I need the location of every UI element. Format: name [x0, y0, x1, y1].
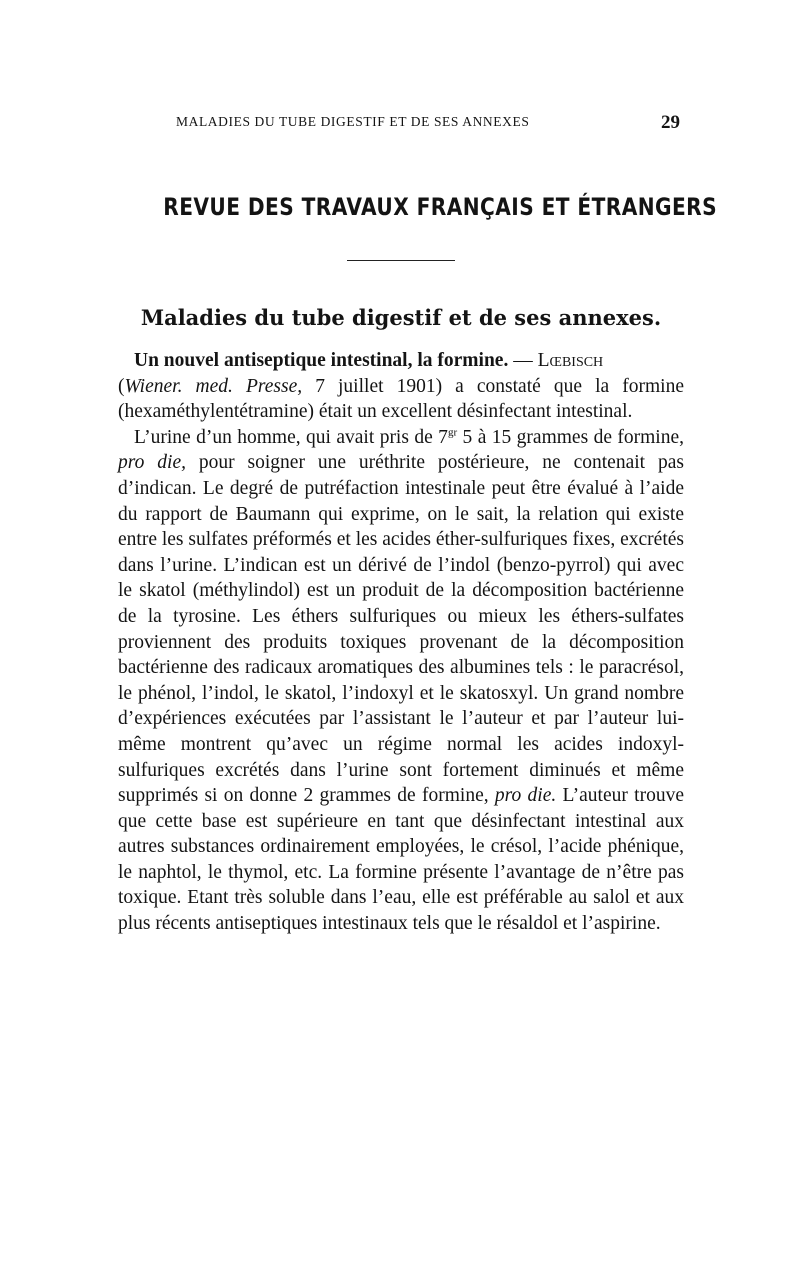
paragraph-2 [118, 425, 684, 937]
paragraph-2-start: L’urine d’un homme, qui avait pris de 7 [134, 426, 448, 448]
paragraph-2-dose: 5 à 15 grammes de formine, [457, 426, 685, 448]
pro-die-1: pro die, [118, 452, 186, 474]
page-number: 29 [661, 112, 680, 133]
article-body [118, 348, 684, 937]
document-page [118, 0, 718, 1262]
paragraph-2-body: pour soigner une uréthrite postérieure, ne contenait pas d’indican. Le degré de putréfaction intestinale peut être évalué à l’aide du rapport de Baumann qui exprime, on le sait, la relation qui existe entre les sulfates préformés et les acides éther-sulfuriques fixes, excrétés dans l’urine. L’indican est un dérivé de l’indol (benzo-pyrrol) qui avec le skatol (méthylindol) est un produit de la décomposition bactérienne de la tyrosine. Les éthers sulfuriques ou mieux les éthers-sulfates proviennent des produits toxiques provenant de la décomposition bactérienne des radicaux aromatiques des albumines tels : le paracrésol, le phénol, l’indol, le skatol, l’indoxyl et le skatosxyl. Un grand nombre d’expériences exécutées par l’assistant le l’auteur et par l’auteur lui-même montrent qu’avec un régime normal les acides indoxyl-sulfuriques excrétés dans l’urine sont fortement diminués et même supprimés si on donne 2 grammes de formine, [118, 452, 684, 807]
section-divider [347, 260, 455, 261]
title-dash: — [508, 350, 538, 371]
section-title: REVUE DES TRAVAUX FRANÇAIS ET ÉTRANGERS [163, 193, 718, 221]
running-head-title: MALADIES DU TUBE DIGESTIF ET DE SES ANNEXES [176, 114, 530, 129]
paragraph-2-end: L’auteur trouve que cette base est supérieure en tant que désinfectant intestinal aux autres substances ordinairement employées, le crésol, l’acide phénique, le naphtol, le thymol, etc. La formine présente l’avantage de n’être pas toxique. Etant très soluble dans l’eau, elle est préférable au salol et aux plus récents antiseptiques intestinaux tels que le résaldol et l’aspirine. [118, 785, 684, 935]
paragraph-1 [118, 348, 684, 425]
article-author: Lœbisch [537, 350, 604, 371]
running-head [118, 114, 684, 138]
journal-name: Wiener. med. Presse, [124, 375, 303, 397]
subsection-title: Maladies du tube digestif et de ses annexes. [140, 305, 662, 330]
paragraph-1-text: 7 juillet 1901) a constaté que la formine (hexaméthylentétramine) était un excellent désinfectant intestinal. [118, 375, 684, 423]
citation-open: ( [118, 375, 125, 397]
pro-die-2: pro die. [494, 785, 557, 807]
gram-unit: gr [447, 426, 458, 439]
article-title: Un nouvel antiseptique intestinal, la formine. [134, 350, 509, 371]
